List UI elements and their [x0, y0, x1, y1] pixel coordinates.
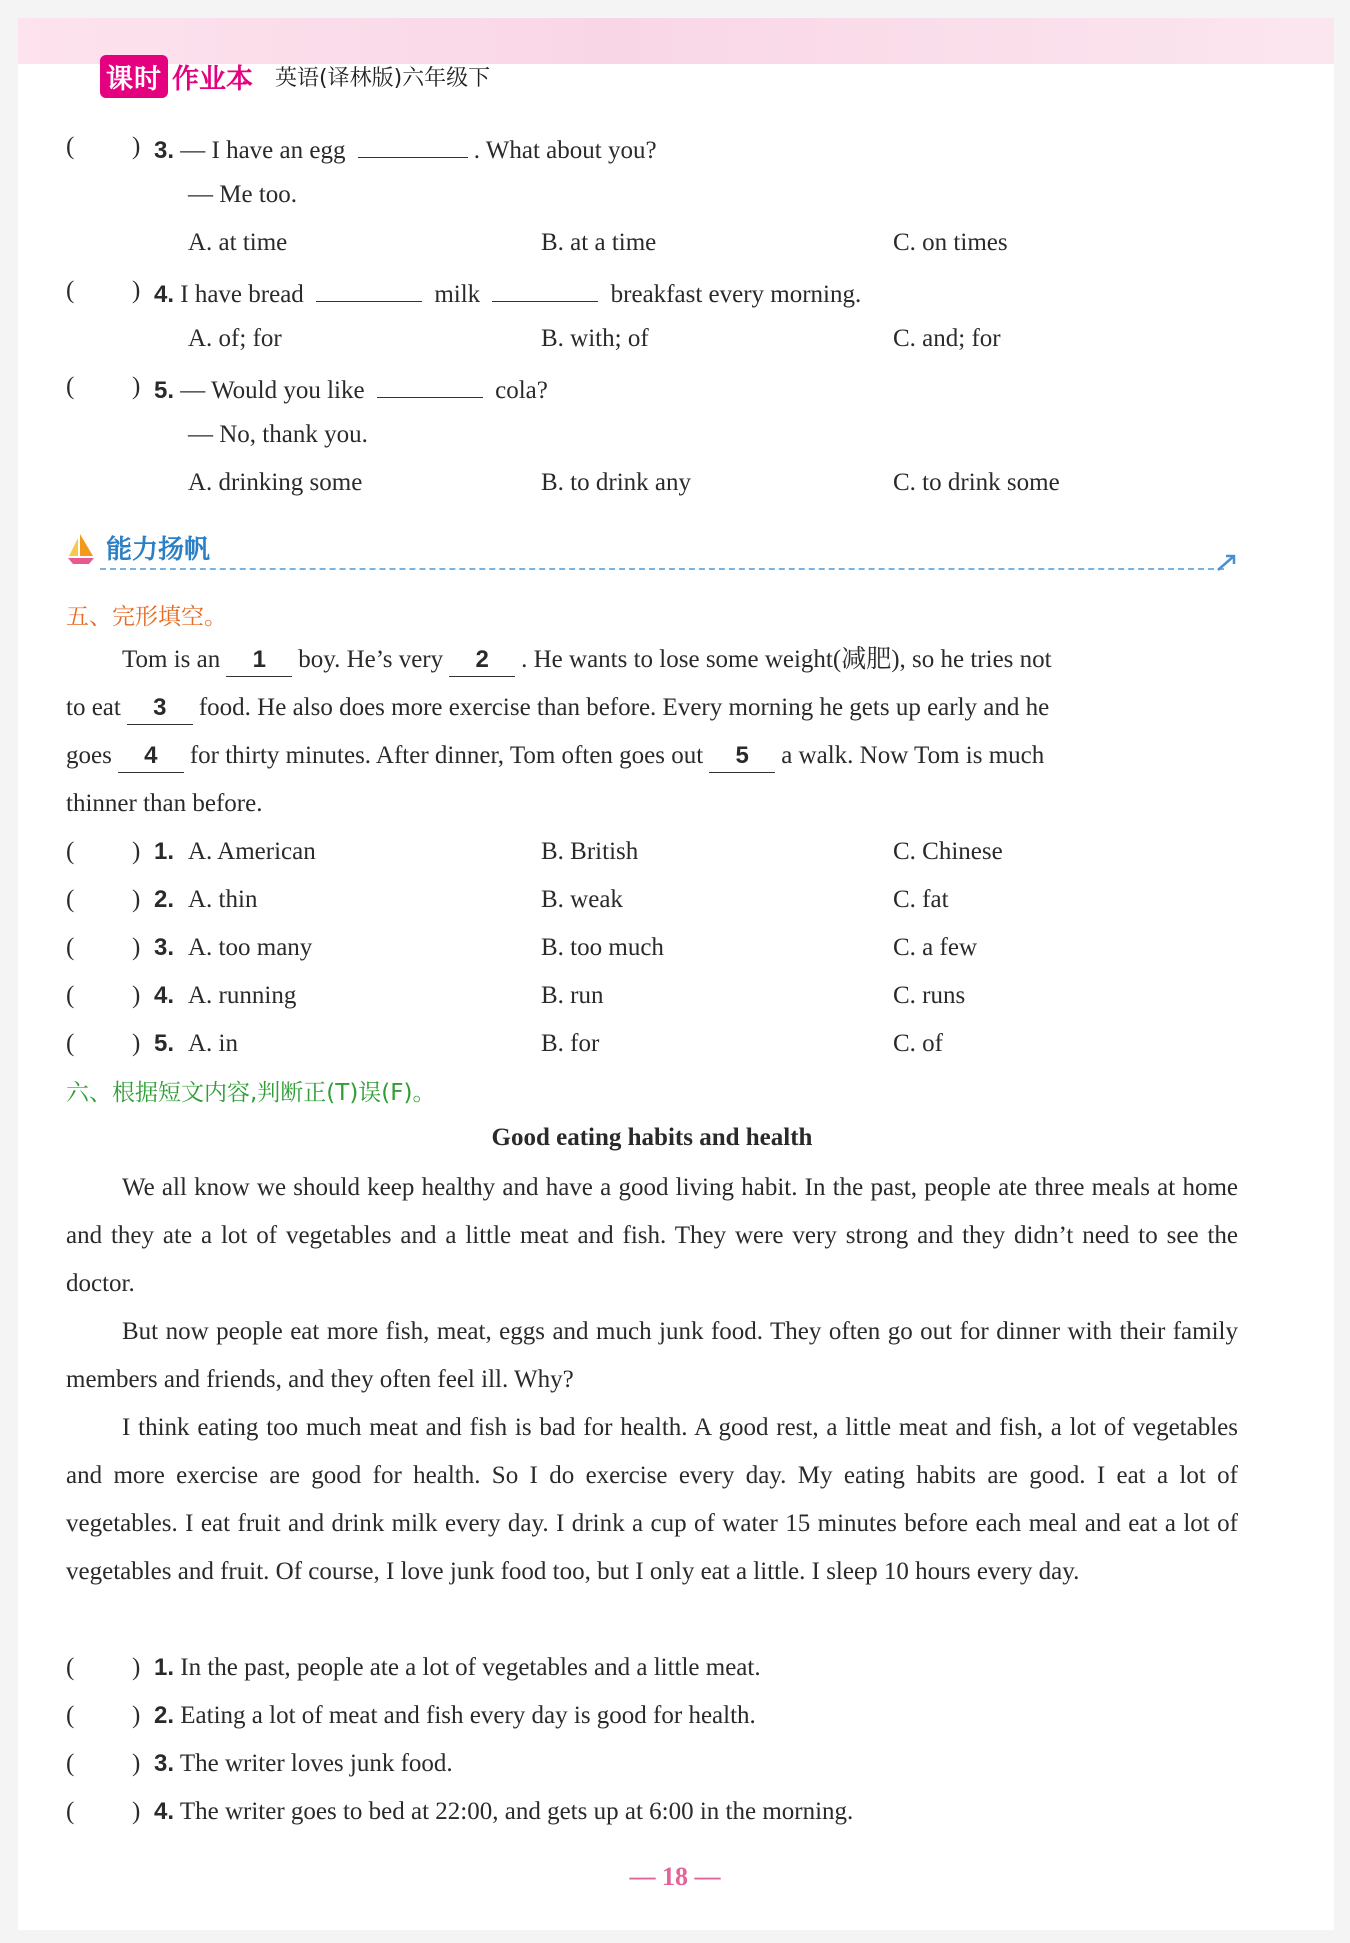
- question-number: 4.: [154, 1798, 175, 1825]
- mc-reply-5: [66, 411, 1250, 459]
- option-c: C. a few: [893, 934, 977, 961]
- mc-reply-3: [66, 171, 1250, 219]
- answer-blank[interactable]: [358, 123, 468, 158]
- option-a: A. running: [188, 982, 297, 1009]
- tf-statement-3: ( ) 3. The writer loves junk food.: [66, 1750, 453, 1777]
- option-a: A. American: [188, 838, 316, 865]
- answer-blank[interactable]: [492, 267, 598, 302]
- article-paragraph-3: I think eating too much meat and fish is bad for health. A good rest, a little meat and fish, a lot of vegetables and more exercise are good for health. So I do exercise every day. My eating habits are good. I eat a lot of vegetables. I eat fruit and drink milk every day. I drink a cup of water 15 minutes before each meal and eat a lot of vegetables and fruit. Of course, I love junk food too, but I only eat a little. I sleep 10 hours every day.: [66, 1414, 1238, 1585]
- cloze-blank-3[interactable]: 3: [127, 692, 193, 725]
- cloze-question-2: ( ) 2. A. thin B. weak C. fat: [66, 876, 1250, 924]
- cloze-blank-2[interactable]: 2: [449, 644, 515, 677]
- question-number: 3.: [154, 1750, 175, 1777]
- option-a: A. of; for: [188, 325, 282, 352]
- cloze-question-5: ( ) 5. A. in B. for C. of: [66, 1020, 1250, 1068]
- article-title: Good eating habits and health: [491, 1124, 813, 1151]
- cloze-blank-5[interactable]: 5: [709, 740, 775, 773]
- article-paragraph-1: We all know we should keep healthy and have a good living habit. In the past, people ate three meals at home and they ate a lot of vegetables and a little meat and fish. They were very strong and they didn’t need to see the doctor.: [66, 1174, 1238, 1297]
- cloze-question-3: ( ) 3. A. too many B. too much C. a few: [66, 924, 1250, 972]
- logo-box: 课时: [100, 55, 168, 98]
- question-text: — Would you like: [180, 377, 365, 404]
- statement-text: In the past, people ate a lot of vegetables and a little meat.: [180, 1654, 761, 1681]
- option-a: A. in: [188, 1030, 238, 1057]
- option-b: B. to drink any: [541, 469, 691, 496]
- page-number: — 18 —: [629, 1862, 721, 1891]
- question-number: 5.: [154, 1030, 175, 1057]
- option-a: A. at time: [188, 229, 288, 256]
- reply-text: — Me too.: [188, 181, 298, 208]
- option-b: B. British: [541, 838, 639, 865]
- question-number: 3.: [154, 934, 175, 961]
- answer-blank[interactable]: [316, 267, 422, 302]
- option-c: C. runs: [893, 982, 966, 1009]
- question-number: 5.: [154, 377, 175, 404]
- header: [100, 54, 490, 98]
- question-text: milk: [434, 281, 481, 308]
- sail-icon: [66, 532, 96, 566]
- statement-text: The writer goes to bed at 22:00, and gets up at 6:00 in the morning.: [179, 1798, 854, 1825]
- question-number: 1.: [154, 838, 175, 865]
- question-text: cola?: [495, 377, 548, 404]
- cloze-line-1: Tom is an 1 boy. He’s very 2 . He wants to lose some weight(减肥), so he tries not: [122, 636, 1250, 684]
- tf-statement-4: ( ) 4. The writer goes to bed at 22:00, and gets up at 6:00 in the morning.: [66, 1798, 854, 1825]
- logo-text: 作业本: [172, 63, 253, 95]
- banner-title: 能力扬帆: [106, 535, 211, 565]
- option-c: C. and; for: [893, 325, 1001, 352]
- question-number: 1.: [154, 1654, 175, 1681]
- question-number: 2.: [154, 1702, 175, 1729]
- mc-question-5: ( ) 5. — Would you like cola?: [66, 363, 1250, 411]
- question-text: breakfast every morning.: [610, 281, 862, 308]
- cloze-line-2: to eat 3 food. He also does more exercise than before. Every morning he gets up early and he: [66, 684, 1250, 732]
- mc-options-3: [66, 219, 1250, 267]
- tf-statement-1: ( ) 1. In the past, people ate a lot of vegetables and a little meat.: [66, 1654, 761, 1681]
- cloze-line-3: goes 4 for thirty minutes. After dinner, Tom often goes out 5 a walk. Now Tom is much: [66, 732, 1250, 780]
- option-c: C. on times: [893, 229, 1008, 256]
- option-b: B. weak: [541, 886, 623, 913]
- option-b: B. for: [541, 1030, 600, 1057]
- cloze-question-4: ( ) 4. A. running B. run C. runs: [66, 972, 1250, 1020]
- question-number: 3.: [154, 137, 175, 164]
- question-text: — I have an egg: [180, 137, 346, 164]
- option-c: C. to drink some: [893, 469, 1060, 496]
- question-number: 4.: [154, 982, 175, 1009]
- statement-text: Eating a lot of meat and fish every day is good for health.: [180, 1702, 756, 1729]
- mc-question-4: ( ) 4. I have bread milk breakfast every morning.: [66, 267, 1250, 315]
- article-paragraph-2: But now people eat more fish, meat, eggs and much junk food. They often go out for dinner with their family members and friends, and they often feel ill. Why?: [66, 1318, 1238, 1393]
- section-5-title: 五、完形填空。: [66, 604, 227, 630]
- statement-text: The writer loves junk food.: [179, 1750, 453, 1777]
- option-b: B. run: [541, 982, 604, 1009]
- mc-options-4: [66, 315, 1250, 363]
- cloze-blank-1[interactable]: 1: [226, 644, 292, 677]
- section-6-title: 六、根据短文内容,判断正(T)误(F)。: [66, 1080, 436, 1106]
- question-number: 2.: [154, 886, 175, 913]
- option-b: B. with; of: [541, 325, 649, 352]
- arrow-icon: [1216, 552, 1238, 572]
- option-b: B. too much: [541, 934, 664, 961]
- reply-text: — No, thank you.: [188, 421, 368, 448]
- cloze-blank-4[interactable]: 4: [118, 740, 184, 773]
- option-c: C. of: [893, 1030, 943, 1057]
- cloze-line-4: thinner than before.: [66, 790, 263, 817]
- option-a: A. too many: [188, 934, 313, 961]
- tf-statement-2: ( ) 2. Eating a lot of meat and fish every day is good for health.: [66, 1702, 756, 1729]
- book-title: 英语(译林版)六年级下: [275, 65, 491, 91]
- option-a: A. thin: [188, 886, 258, 913]
- option-b: B. at a time: [541, 229, 657, 256]
- option-c: C. fat: [893, 886, 949, 913]
- mc-options-5: [66, 459, 1250, 507]
- question-number: 4.: [154, 281, 175, 308]
- banner-divider: [100, 568, 1224, 570]
- question-text: I have bread: [180, 281, 304, 308]
- answer-blank[interactable]: [377, 363, 483, 398]
- option-c: C. Chinese: [893, 838, 1003, 865]
- question-text: . What about you?: [473, 137, 657, 164]
- cloze-question-1: ( ) 1. A. American B. British C. Chinese: [66, 828, 1250, 876]
- option-a: A. drinking some: [188, 469, 363, 496]
- mc-question-3: ( ) 3. — I have an egg . What about you?: [66, 123, 1250, 171]
- section-banner: [66, 530, 1238, 570]
